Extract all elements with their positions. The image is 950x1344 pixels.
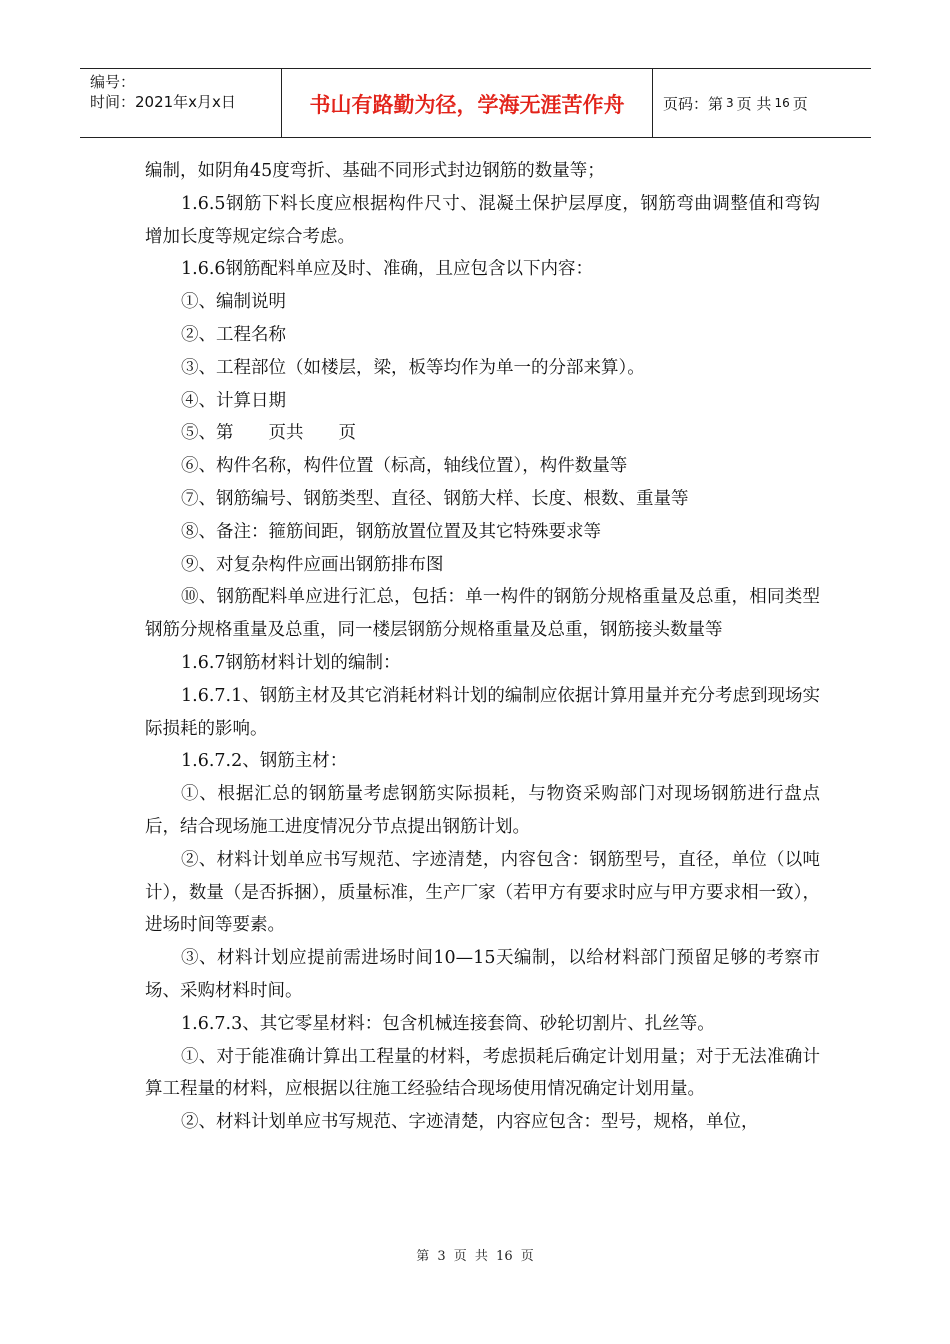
body-paragraph: ③、材料计划应提前需进场时间10—15天编制，以给材料部门预留足够的考察市场、采购材料时间。 bbox=[145, 948, 820, 1001]
body-paragraph: 1.6.7钢筋材料计划的编制： bbox=[181, 652, 401, 673]
body-paragraph: ⑦、钢筋编号、钢筋类型、直径、钢筋大样、长度、根数、重量等 bbox=[181, 488, 689, 509]
body-paragraph: ⑥、构件名称，构件位置（标高，轴线位置），构件数量等 bbox=[181, 456, 628, 477]
body-paragraph: ②、材料计划单应书写规范、字迹清楚，内容应包含：型号，规格，单位， bbox=[181, 1112, 759, 1133]
body-paragraph: ②、材料计划单应书写规范、字迹清楚，内容包含：钢筋型号，直径，单位（以吨计），数量（是否拆捆），质量标准，生产厂家（若甲方有要求时应与甲方要求相一致），进场时间等要素。 bbox=[145, 849, 820, 936]
page-suffix: 页 bbox=[792, 94, 808, 113]
header-page-cell bbox=[653, 69, 871, 137]
page-total: 16 bbox=[774, 96, 790, 110]
body-paragraph: 1.6.5钢筋下料长度应根据构件尺寸、混凝土保护层厚度，钢筋弯曲调整值和弯钩增加长度等规定综合考虑。 bbox=[145, 193, 820, 247]
body-paragraph: ③、工程部位（如楼层，梁，板等均作为单一的分部来算）。 bbox=[181, 357, 645, 378]
body-paragraph: 1.6.7.2、钢筋主材： bbox=[181, 751, 348, 772]
body-paragraph: ④、计算日期 bbox=[181, 390, 286, 411]
body-paragraph: ⑨、对复杂构件应画出钢筋排布图 bbox=[181, 554, 444, 575]
document-body bbox=[145, 155, 820, 1139]
body-paragraph: 1.6.7.3、其它零星材料：包含机械连接套筒、砂轮切割片、扎丝等。 bbox=[181, 1013, 715, 1034]
header-motto: 书山有路勤为径，学海无涯苦作舟 bbox=[309, 93, 625, 117]
document-time-label: 时间：2021年x月x日 bbox=[90, 93, 236, 111]
body-paragraph: ⑧、备注：箍筋间距，钢筋放置位置及其它特殊要求等 bbox=[181, 521, 601, 542]
body-paragraph: ⑩、钢筋配料单应进行汇总，包括：单一构件的钢筋分规格重量及总重，相同类型钢筋分规格重量及总重，同一楼层钢筋分规格重量及总重，钢筋接头数量等 bbox=[145, 587, 820, 641]
page-current: 3 bbox=[726, 96, 734, 110]
page-mid: 页 共 bbox=[736, 94, 772, 113]
body-paragraph: 1.6.7.1、钢筋主材及其它消耗材料计划的编制应依据计算用量并充分考虑到现场实际损耗的影响。 bbox=[145, 685, 820, 739]
page-footer: 第 3 页 共 16 页 bbox=[416, 1249, 534, 1264]
header-meta-cell bbox=[80, 69, 282, 137]
body-paragraph: ②、工程名称 bbox=[181, 324, 286, 345]
document-number-label: 编号： bbox=[90, 73, 136, 91]
body-paragraph: ⑤、第 页共 页 bbox=[181, 423, 356, 444]
body-paragraph: ①、对于能准确计算出工程量的材料，考虑损耗后确定计划用量；对于无法准确计算工程量的材料，应根据以往施工经验结合现场使用情况确定计划用量。 bbox=[145, 1046, 820, 1100]
body-paragraph: ①、根据汇总的钢筋量考虑钢筋实际损耗，与物资采购部门对现场钢筋进行盘点后，结合现场施工进度情况分节点提出钢筋计划。 bbox=[145, 784, 820, 837]
document-header bbox=[80, 68, 871, 138]
body-paragraph: 编制，如阴角45度弯折、基础不同形式封边钢筋的数量等； bbox=[145, 161, 605, 181]
body-paragraph: ①、编制说明 bbox=[181, 292, 286, 313]
body-paragraph: 1.6.6钢筋配料单应及时、准确，且应包含以下内容： bbox=[181, 259, 594, 280]
header-motto-cell bbox=[282, 69, 653, 137]
page-prefix: 页码：第 bbox=[663, 94, 724, 113]
